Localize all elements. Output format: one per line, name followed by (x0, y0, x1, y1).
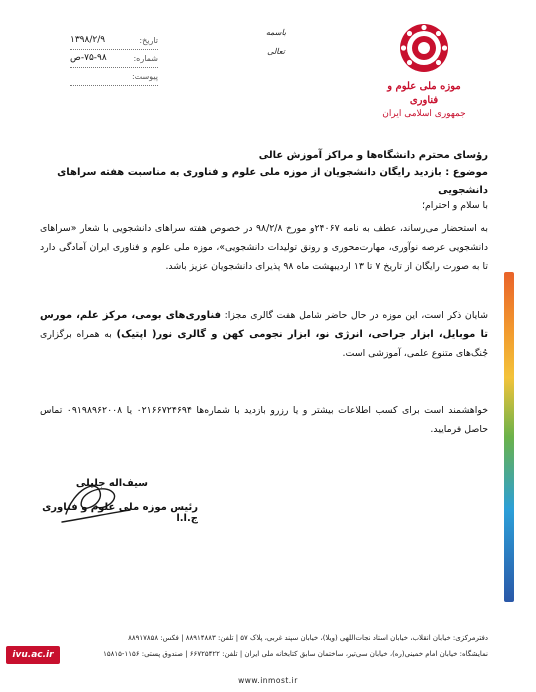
date-value: ۱۳۹۸/۲/۹ (70, 35, 106, 45)
paragraph-3: خواهشمند است برای کسب اطلاعات بیشتر و یا رزرو بازدید با شماره‌ها ۰۲۱۶۶۷۲۴۶۹۴ یا ۰۹۱۹۸۹۶۲۰۰۸ تماس حاصل فرمایید. (40, 405, 488, 435)
letter-footer (40, 630, 488, 662)
signer-name: سیف‌اله جلیلی (75, 478, 148, 489)
footer-url[interactable]: www.inmost.ir (238, 676, 298, 685)
logo-emblem-icon (380, 18, 468, 74)
number-value: ۷۵-۹۸-ص (70, 53, 107, 63)
date-label: تاریخ: (139, 36, 158, 45)
paragraph-2 (40, 306, 488, 363)
letter-meta (70, 32, 158, 86)
attachment-label: پیوست: (131, 72, 158, 81)
logo-line-2: جمهوری اسلامی ایران (382, 109, 466, 119)
footer-line-2: نمایشگاه: خیابان امام خمینی(ره)، خیابان سی‌تیر، ساختمان سابق کتابخانه ملی ایران | تلفن: ۶۶۷۲۵۴۲۲ | صندوق پستی: ۱۱۵۶-۱۵۸۱۵ (103, 650, 488, 658)
meta-attachment-row (70, 68, 158, 86)
greeting: با سلام و احترام؛ (422, 200, 488, 211)
paragraph-2-galleries: فناوری‌های بومی، مرکز علم، مورس تا موبایل، ابزار جراحی، انرژی نو، ابزار نجومی کهن و گالری نور( اپتیک) (40, 310, 488, 340)
decorative-color-stripe (504, 272, 514, 602)
meta-number-row (70, 50, 158, 68)
paragraph-2-end: به همراه برگزاری جُنگ‌های متنوع علمی، آموزشی است. (40, 329, 488, 359)
paragraph-2-intro: شایان ذکر است، این موزه در حال حاضر شامل هفت گالری مجزا: (224, 310, 488, 321)
meta-date-row (70, 32, 158, 50)
addressee: رؤسای محترم دانشگاه‌ها و مراکز آموزش عالی (258, 150, 488, 161)
logo-line-1: موزه ملی علوم و فناوری (387, 81, 461, 106)
bismillah-calligraphy (256, 20, 296, 56)
bismillah-text: باسمه تعالی (265, 28, 287, 56)
subject-line: موضوع : بازدید رایگان دانشجویان از موزه ملی علوم و فناوری به مناسبت هفته سراهای دانشجویی (57, 167, 488, 196)
footer-line-1: دفترمرکزی: خیابان انقلاب، خیابان استاد نجات‌اللهی (ویلا)، خیابان سپند غربی، پلاک ۵۷ | تلفن: ۸۸۹۱۴۸۸۳ | فکس: ۸۸۹۱۷۸۵۸ (128, 634, 488, 642)
signer-title: رئیس موزه ملی علوم و فناوری ج.ا.ا (42, 502, 198, 524)
number-label: شماره: (133, 54, 158, 63)
site-watermark: ivu.ac.ir (6, 646, 60, 664)
museum-logo (380, 18, 468, 118)
paragraph-1: به استحضار می‌رساند، عطف به نامه ۲۴۰۶۷و مورخ ۹۸/۲/۸ در خصوص هفته سراهای دانشجویی با شعار «سراهای دانشجویی عرصه نوآوری، مهارت‌محوری و رونق تولیدات دانشجویی»، موزه ملی علوم و فناوری ایران آمادگی دارد تا به صورت رایگان از تاریخ ۷ تا ۱۳ اردیبهشت ماه ۹۸ پذیرای دانشجویان عزیز باشد. (40, 223, 488, 272)
